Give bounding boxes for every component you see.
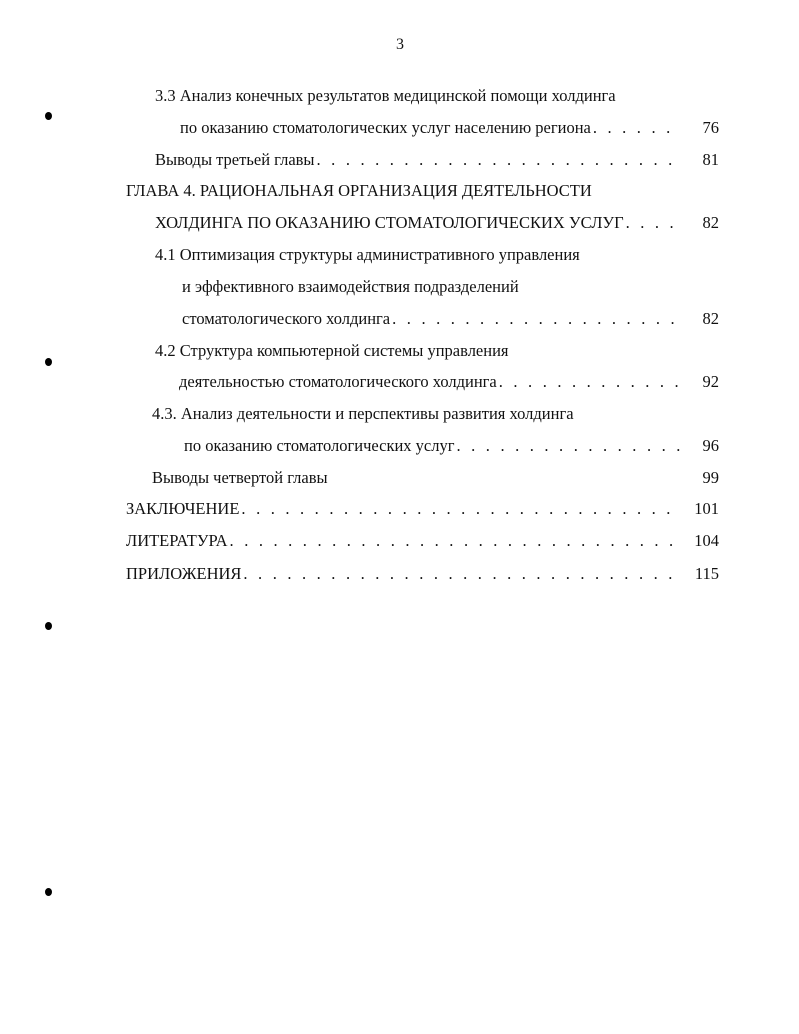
binder-mark bbox=[45, 888, 52, 896]
toc-entry-text: стоматологического холдинга bbox=[182, 309, 391, 328]
toc-page-number: 82 bbox=[702, 309, 719, 328]
toc-entry-text: ЗАКЛЮЧЕНИЕ bbox=[126, 499, 240, 518]
toc-entry-text: деятельностью стоматологического холдинга bbox=[179, 372, 497, 391]
toc-entry-text: ХОЛДИНГА ПО ОКАЗАНИЮ СТОМАТОЛОГИЧЕСКИХ УСЛУГ bbox=[155, 213, 624, 232]
toc-page-number: 96 bbox=[702, 436, 719, 455]
toc-entry-4-3-line2[interactable] bbox=[184, 434, 680, 458]
toc-page-number: 101 bbox=[694, 499, 719, 518]
toc-entry-conclusions-ch4[interactable] bbox=[152, 466, 552, 490]
toc-leader-dots bbox=[624, 211, 680, 235]
toc-leader-dots bbox=[228, 529, 680, 553]
toc-entry-4-3-line1[interactable] bbox=[152, 402, 715, 426]
toc-entry-text: по оказанию стоматологических услуг населению региона bbox=[180, 118, 591, 137]
toc-entry-text: ЛИТЕРАТУРА bbox=[126, 531, 228, 550]
toc-entry-4-2-line1[interactable] bbox=[155, 339, 715, 363]
toc-page-number: 104 bbox=[694, 531, 719, 550]
toc-leader-dots bbox=[591, 116, 680, 140]
toc-entry-conclusions-ch3[interactable] bbox=[155, 148, 680, 172]
toc-page-number: 115 bbox=[694, 564, 719, 583]
toc-entry-text: 4.1 Оптимизация структуры административного управления bbox=[155, 245, 580, 264]
toc-entry-text: и эффективного взаимодействия подразделений bbox=[182, 277, 519, 296]
toc-entry-4-2-line2[interactable] bbox=[179, 370, 680, 394]
toc-leader-dots bbox=[497, 370, 680, 394]
toc-entry-chapter4-line1[interactable] bbox=[126, 179, 716, 203]
toc-entry-text: Выводы третьей главы bbox=[155, 150, 315, 169]
toc-entry-appendices[interactable] bbox=[126, 562, 680, 586]
toc-entry-conclusion[interactable] bbox=[126, 497, 680, 521]
toc-entry-chapter4-line2[interactable] bbox=[155, 211, 680, 235]
page-number: 3 bbox=[396, 36, 404, 53]
toc-entry-4-1-line3[interactable] bbox=[182, 307, 680, 331]
toc-page-number: 99 bbox=[702, 468, 719, 487]
toc-entry-3-3-line2[interactable] bbox=[180, 116, 680, 140]
toc-page-number: 92 bbox=[702, 372, 719, 391]
toc-page-number: 82 bbox=[702, 213, 719, 232]
toc-leader-dots bbox=[241, 562, 680, 586]
toc-entry-text: Выводы четвертой главы bbox=[152, 468, 328, 487]
toc-entry-text: 3.3 Анализ конечных результатов медицинской помощи холдинга bbox=[155, 86, 616, 105]
toc-entry-text: ПРИЛОЖЕНИЯ bbox=[126, 564, 242, 583]
toc-leader-dots bbox=[455, 434, 681, 458]
toc-entry-text: по оказанию стоматологических услуг bbox=[184, 436, 455, 455]
toc-entry-literature[interactable] bbox=[126, 529, 680, 553]
toc-entry-text: ГЛАВА 4. РАЦИОНАЛЬНАЯ ОРГАНИЗАЦИЯ ДЕЯТЕЛЬНОСТИ bbox=[126, 181, 592, 200]
toc-entry-text: 4.3. Анализ деятельности и перспективы развития холдинга bbox=[152, 404, 574, 423]
toc-leader-dots bbox=[315, 148, 680, 172]
toc-entry-3-3-line1[interactable] bbox=[155, 84, 715, 108]
toc-leader-dots bbox=[390, 307, 680, 331]
toc-page-number: 76 bbox=[702, 118, 719, 137]
binder-mark bbox=[45, 112, 52, 120]
binder-mark bbox=[45, 358, 52, 366]
toc-entry-text: 4.2 Структура компьютерной системы управления bbox=[155, 341, 509, 360]
toc-leader-dots bbox=[239, 497, 680, 521]
toc-entry-4-1-line1[interactable] bbox=[155, 243, 715, 267]
binder-mark bbox=[45, 622, 52, 630]
toc-entry-4-1-line2[interactable] bbox=[182, 275, 702, 299]
toc-page-number: 81 bbox=[702, 150, 719, 169]
